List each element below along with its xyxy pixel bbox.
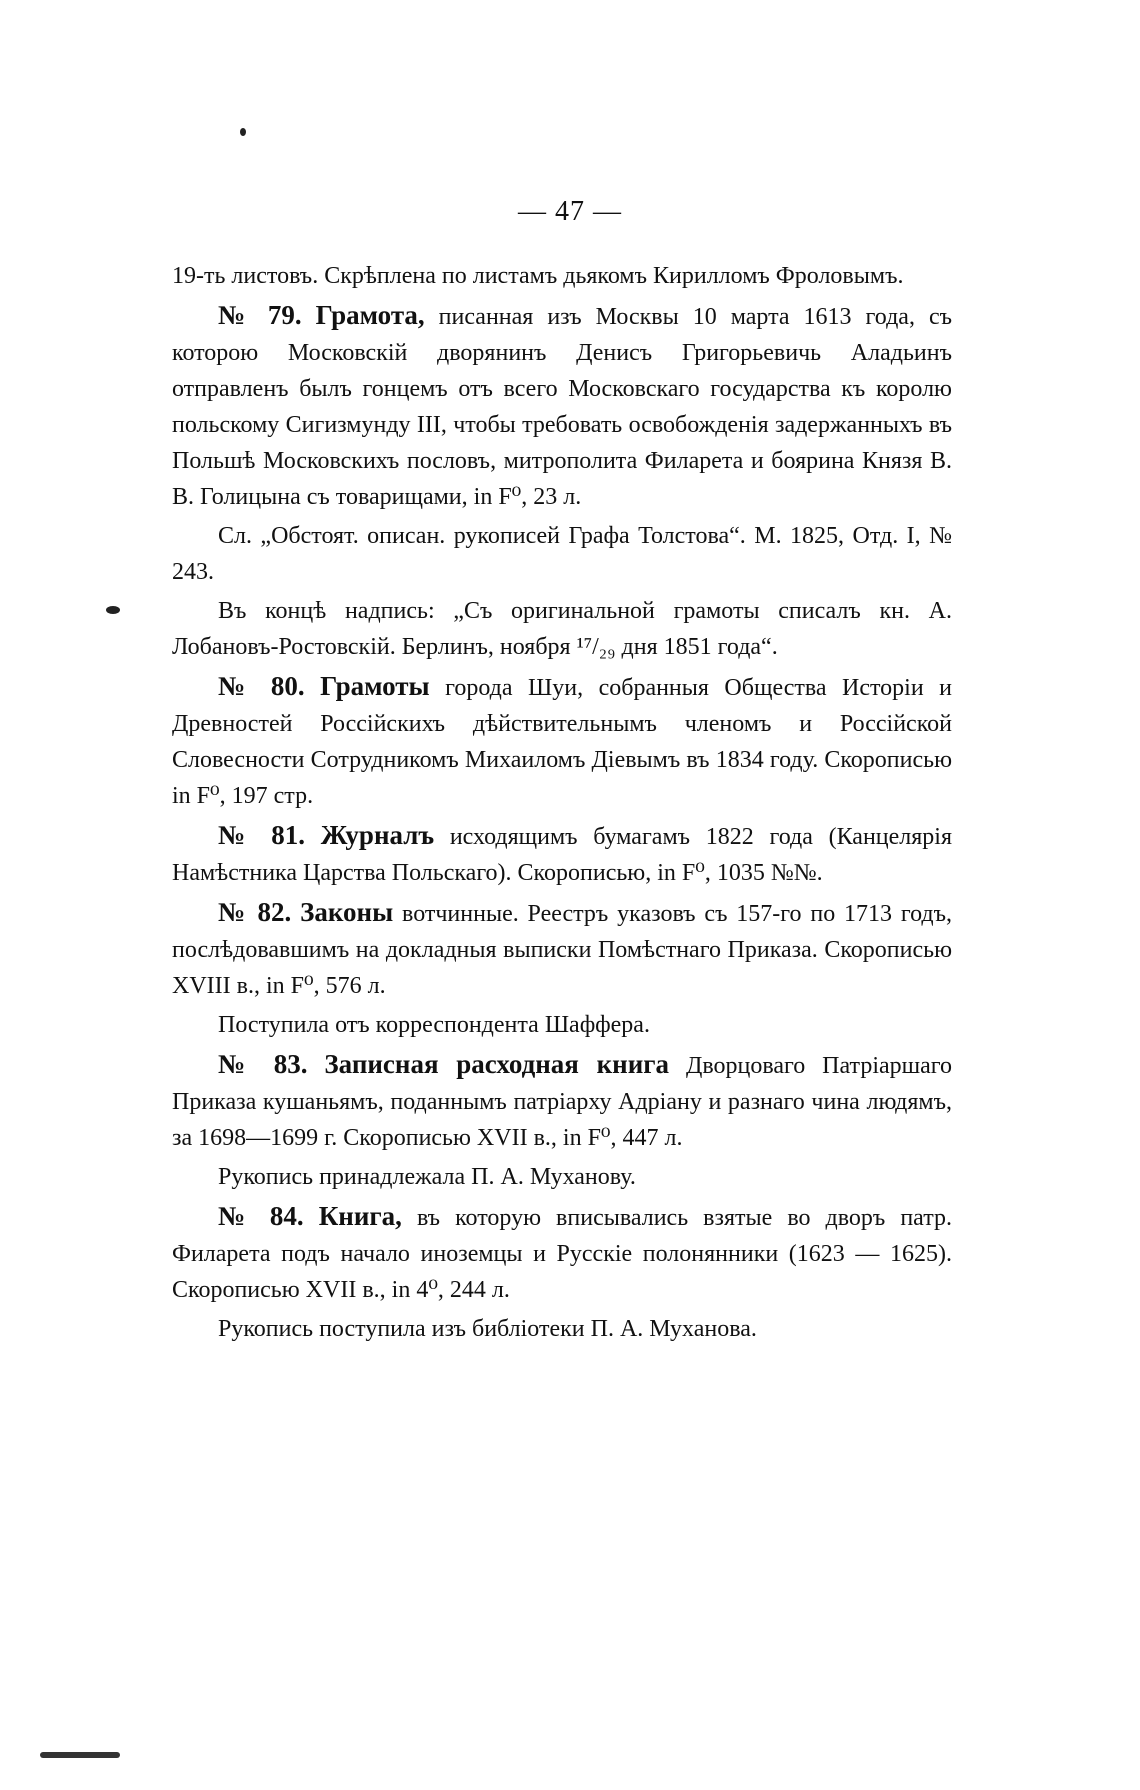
entry-number: № 81. bbox=[218, 820, 306, 850]
entry-number: № 83. bbox=[218, 1049, 308, 1079]
entry-number: № 79. bbox=[218, 300, 302, 330]
entry-title: Книга, bbox=[318, 1201, 402, 1231]
continuation-paragraph: 19-ть листовъ. Скрѣплена по листамъ дьякомъ Кирилломъ Фроловымъ. bbox=[172, 263, 904, 289]
entry-text: Дворцоваго Патріаршаго Приказа кушаньямъ, поданнымъ патріарху Адріану и разнаго чина людямъ, за 1698—1699 г. Скорописью XVII в., in F⁰, 447 л. bbox=[172, 1053, 953, 1151]
entry-84 bbox=[172, 1198, 952, 1308]
scan-speck bbox=[106, 606, 120, 614]
entry-note: Въ концѣ надпись: „Съ оригинальной грамоты списалъ кн. А. Лобановъ-Ростовскій. Берлинъ, ноября ¹⁷/₂₉ дня 1851 года“. bbox=[172, 598, 952, 660]
entry-text: города Шуи, собранныя Общества Исторіи и Древностей Россійскихъ дѣйствительнымъ членомъ и Россійской Словесности Сотрудникомъ Михаиломъ Діевымъ въ 1834 году. Скорописью in F⁰, 197 стр. bbox=[172, 675, 953, 809]
entry-number: № 84. bbox=[218, 1201, 304, 1231]
entry-text: въ которую вписывались взятые во дворъ патр. Филарета подъ начало иноземцы и Русскіе полонянники (1623 — 1625). Скорописью XVII в., in 4⁰, 244 л. bbox=[172, 1205, 952, 1303]
entry-80 bbox=[172, 668, 952, 814]
entry-83 bbox=[172, 1046, 952, 1156]
entry-title: Записная расходная книга bbox=[324, 1049, 670, 1079]
entry-81 bbox=[172, 817, 952, 891]
scan-speck bbox=[240, 128, 246, 136]
entry-title: Журналъ bbox=[320, 820, 435, 850]
page-number: — 47 — bbox=[518, 196, 622, 227]
entry-note: Поступила отъ корреспондента Шаффера. bbox=[218, 1012, 650, 1038]
entry-number: № 80. bbox=[218, 671, 305, 701]
entry-text: вотчинные. Реестръ указовъ съ 157-го по 1713 годъ, послѣдовавшимъ на докладныя выписки Помѣстнаго Приказа. Скорописью XVIII в., in F⁰, 576 л. bbox=[172, 901, 953, 999]
document-body bbox=[172, 258, 952, 1347]
entry-79 bbox=[172, 297, 952, 515]
entry-82 bbox=[172, 894, 952, 1004]
entry-title: Грамота, bbox=[315, 300, 425, 330]
entry-number: № 82. bbox=[218, 897, 292, 927]
entry-note: Рукопись поступила изъ библіотеки П. А. Муханова. bbox=[218, 1316, 757, 1342]
scan-speck bbox=[40, 1752, 120, 1758]
entry-title: Грамоты bbox=[320, 671, 430, 701]
entry-note: Рукопись принадлежала П. А. Муханову. bbox=[218, 1164, 636, 1190]
entry-text: писанная изъ Москвы 10 марта 1613 года, съ которою Московскій дворянинъ Денисъ Григорьевичь Аладьинъ отправленъ былъ гонцемъ отъ всего Московскаго государства къ королю польскому Сигизмунду III, чтобы требовать освобожденія задержанныхъ въ Польшѣ Московскихъ пословъ, митрополита Филарета и боярина Князя В. В. Голицына съ товарищами, in F⁰, 23 л. bbox=[172, 304, 953, 510]
entry-title: Законы bbox=[300, 897, 394, 927]
entry-note: Сл. „Обстоят. описан. рукописей Графа Толстова“. М. 1825, Отд. I, № 243. bbox=[172, 523, 952, 585]
entry-text: исходящимъ бумагамъ 1822 года (Канцелярія Намѣстника Царства Польскаго). Скорописью, in F⁰, 1035 №№. bbox=[172, 824, 953, 886]
